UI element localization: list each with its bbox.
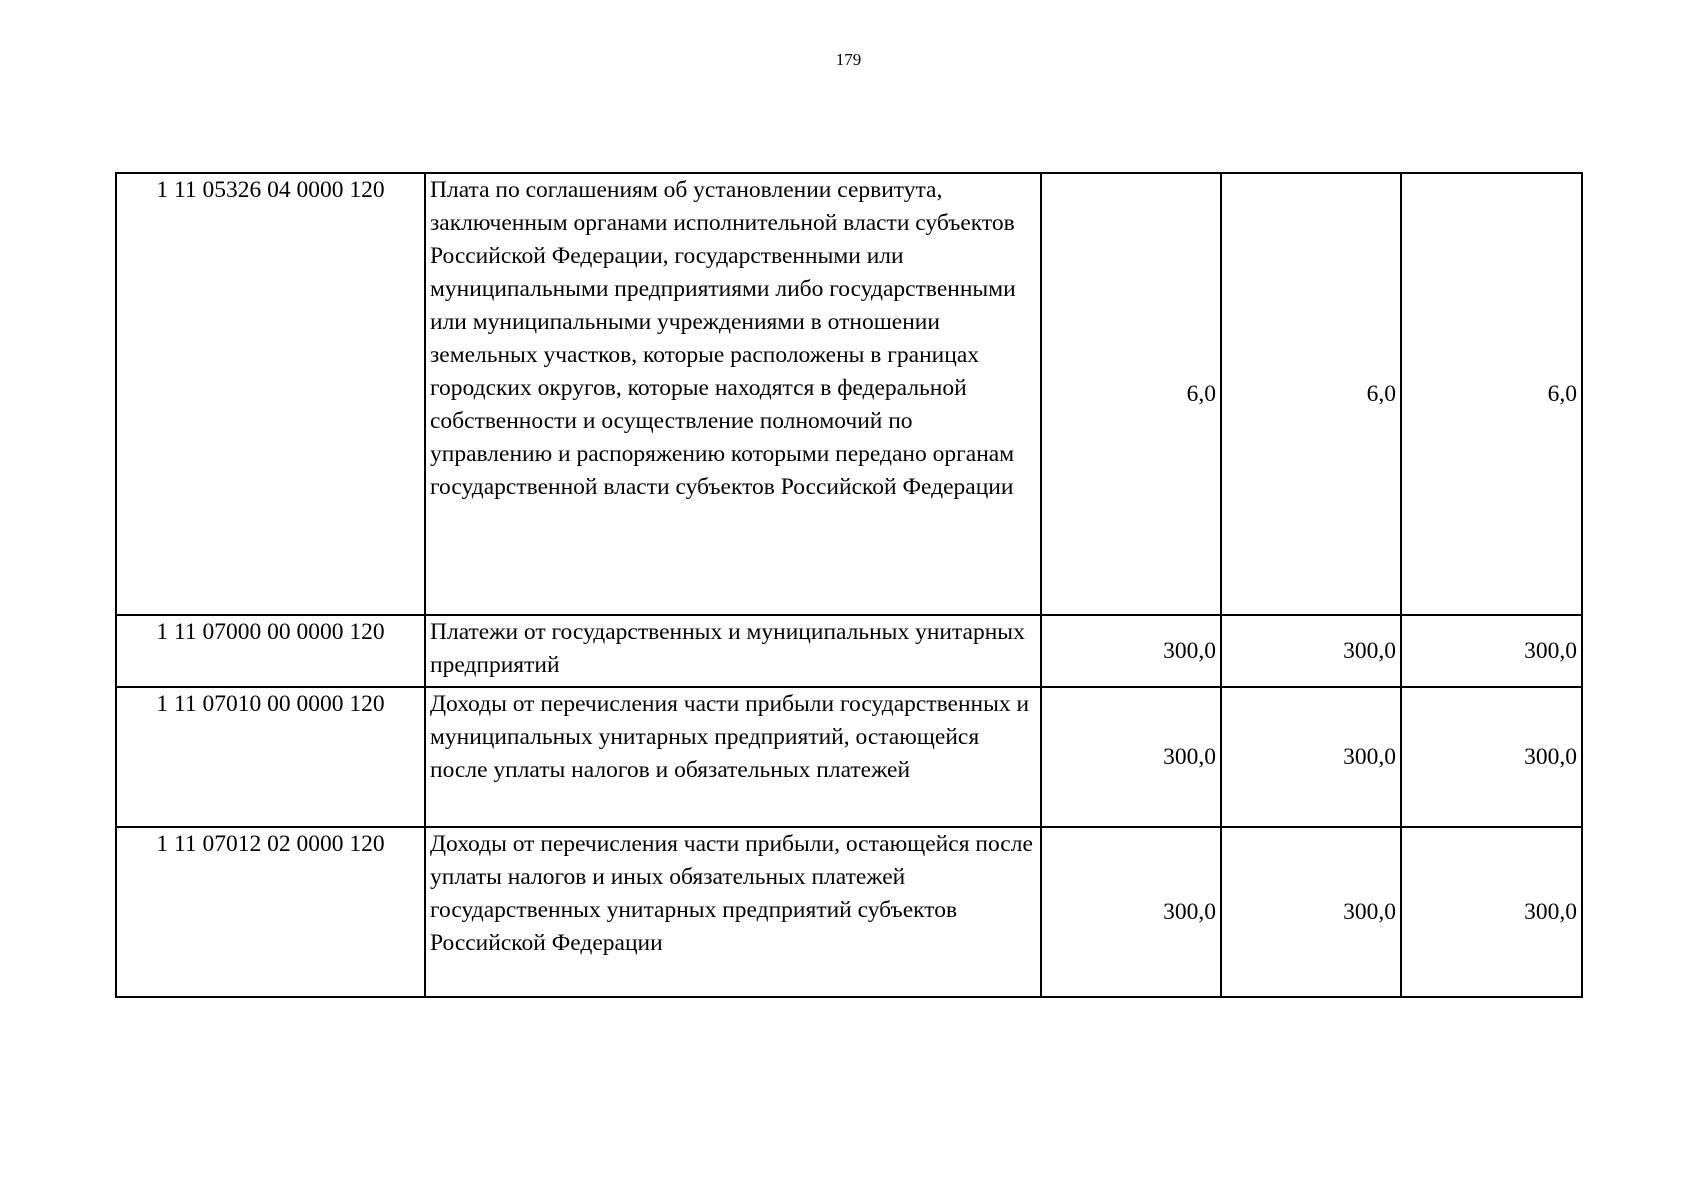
revenue-code: 1 11 05326 04 0000 120 [116,173,425,615]
revenue-description: Доходы от перечисления части прибыли, остающейся после уплаты налогов и иных обязательных платежей государственных унитарных предприятий субъектов Российской Федерации [425,827,1041,997]
budget-revenue-table [115,172,1583,998]
revenue-code: 1 11 07000 00 0000 120 [116,615,425,687]
amount-year-2: 300,0 [1221,687,1401,827]
revenue-description: Платежи от государственных и муниципальных унитарных предприятий [425,615,1041,687]
amount-year-3: 300,0 [1401,615,1582,687]
amount-year-1: 6,0 [1041,173,1221,615]
amount-year-3: 300,0 [1401,827,1582,997]
table-row [116,615,1582,687]
amount-year-2: 6,0 [1221,173,1401,615]
revenue-description: Доходы от перечисления части прибыли государственных и муниципальных унитарных предприятий, остающейся после уплаты налогов и обязательных платежей [425,687,1041,827]
table-row [116,827,1582,997]
table-row [116,173,1582,615]
revenue-code: 1 11 07010 00 0000 120 [116,687,425,827]
page-number: 179 [835,50,862,69]
amount-year-1: 300,0 [1041,615,1221,687]
amount-year-2: 300,0 [1221,827,1401,997]
amount-year-3: 6,0 [1401,173,1582,615]
table-row [116,687,1582,827]
amount-year-1: 300,0 [1041,687,1221,827]
amount-year-2: 300,0 [1221,615,1401,687]
revenue-description: Плата по соглашениям об установлении сервитута, заключенным органами исполнительной власти субъектов Российской Федерации, государственными или муниципальными предприятиями либо государственными или муниципальными учреждениями в отношении земельных участков, которые расположены в границах городских округов, которые находятся в федеральной собственности и осуществление полномочий по управлению и распоряжению которыми передано органам государственной власти субъектов Российской Федерации [425,173,1041,615]
amount-year-1: 300,0 [1041,827,1221,997]
amount-year-3: 300,0 [1401,687,1582,827]
revenue-code: 1 11 07012 02 0000 120 [116,827,425,997]
